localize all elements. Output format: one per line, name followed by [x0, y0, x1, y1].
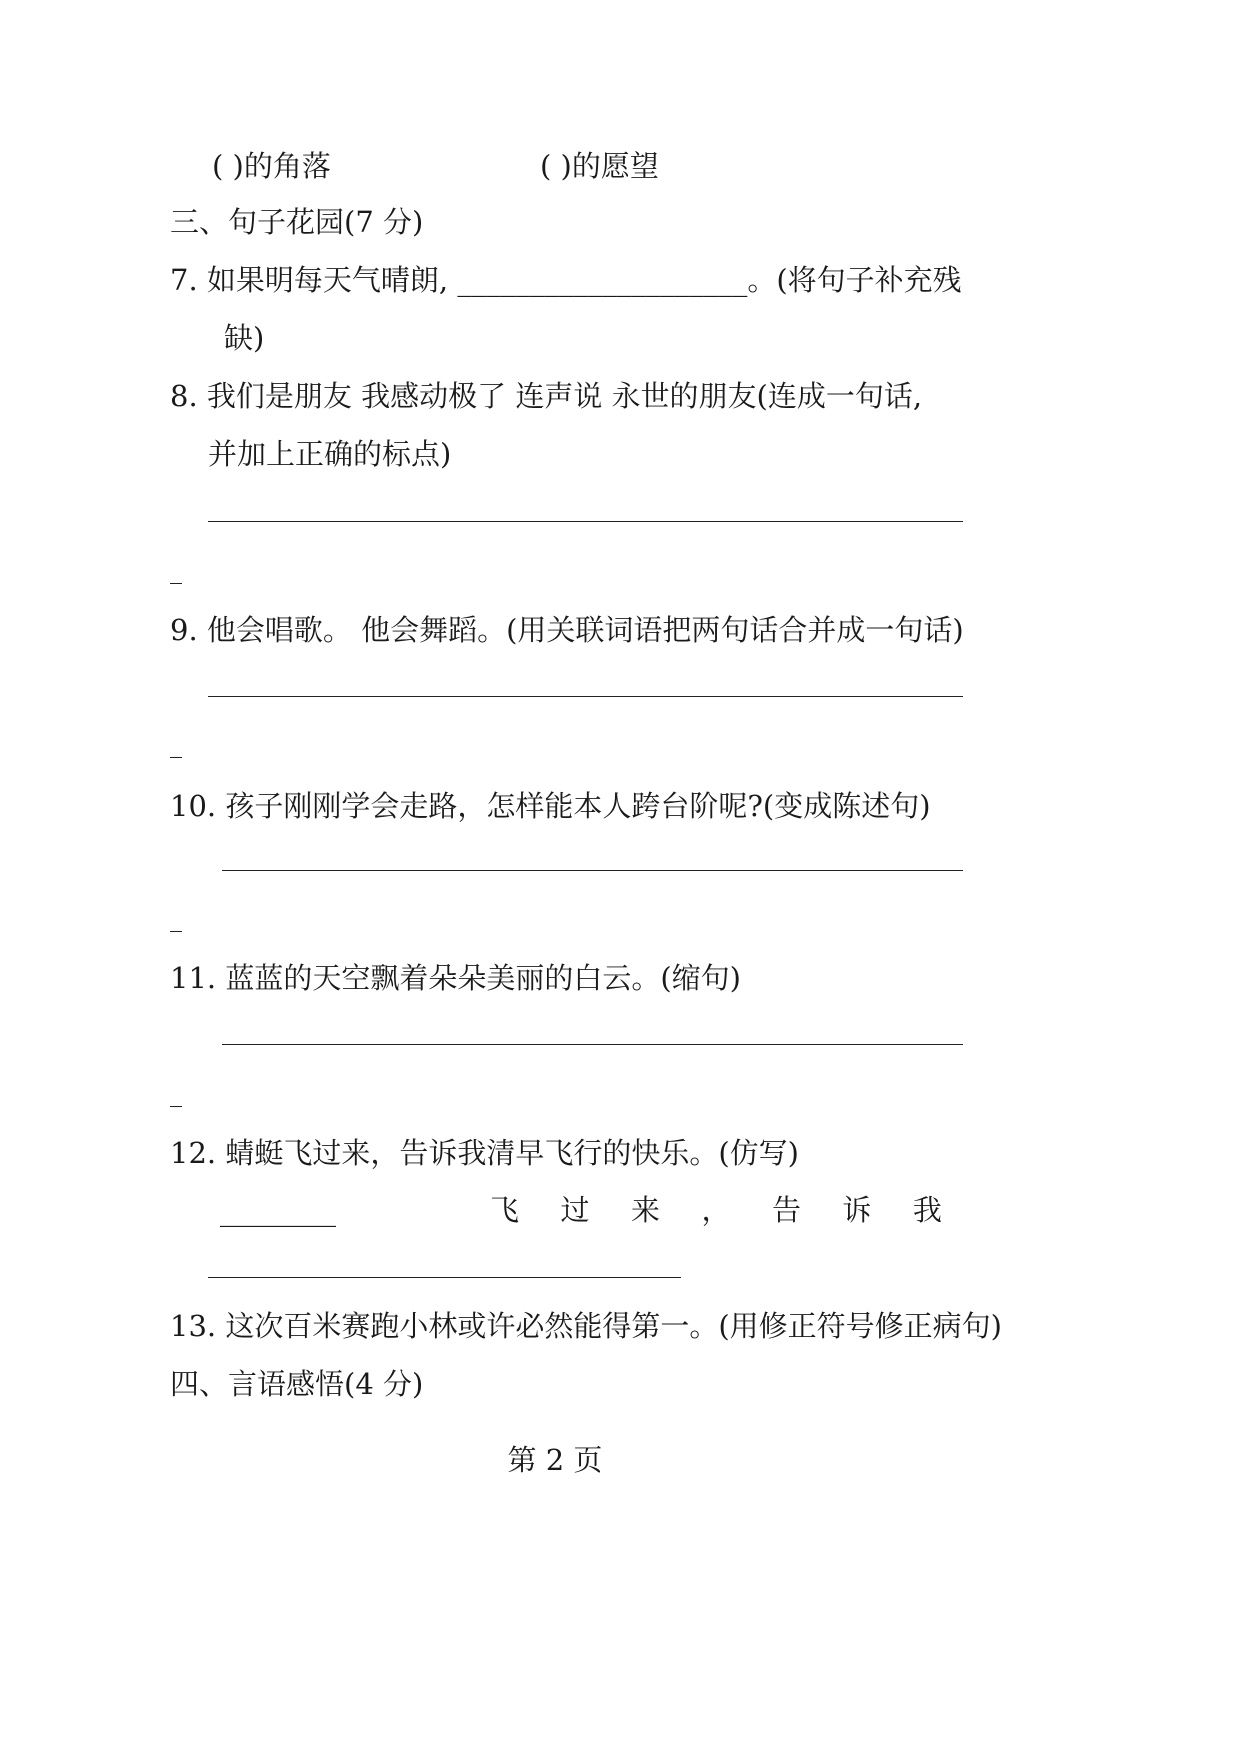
blank-wish: ( )的愿望	[540, 149, 659, 183]
question-13: 13. 这次百米赛跑小林或许必然能得第一。(用修正符号修正病句)	[170, 1309, 1002, 1343]
char-comma: ，	[701, 1193, 731, 1227]
answer-line-9[interactable]	[208, 696, 963, 697]
answer-line-10[interactable]	[222, 870, 963, 871]
char-fei: 飞	[490, 1193, 520, 1227]
question-11: 11. 蓝蓝的天空飘着朵朵美丽的白云。(缩句)	[170, 961, 741, 995]
page-number: 第 2 页	[507, 1443, 603, 1477]
answer-line-8[interactable]	[208, 521, 963, 522]
question-10: 10. 孩子刚刚学会走路，怎样能本人跨台阶呢?(变成陈述句)	[170, 789, 931, 823]
char-gao: 告	[771, 1193, 801, 1227]
answer-line-11[interactable]	[222, 1044, 963, 1045]
question-8-cont: 并加上正确的标点)	[208, 437, 452, 471]
imitation-blank-2[interactable]	[208, 1277, 681, 1278]
answer-line-10-tail	[170, 931, 182, 932]
question-7-cont: 缺)	[224, 321, 265, 355]
answer-line-8-tail	[170, 583, 182, 584]
section-4-title: 四、言语感悟(4 分)	[170, 1367, 424, 1401]
char-lai: 来	[630, 1193, 660, 1227]
question-9: 9. 他会唱歌。 他会舞蹈。(用关联词语把两句话合并成一句话)	[170, 613, 964, 647]
char-su: 诉	[842, 1193, 872, 1227]
imitation-sentence-chars	[490, 1190, 942, 1230]
answer-line-9-tail	[170, 757, 182, 758]
answer-line-11-tail	[170, 1106, 182, 1107]
question-12: 12. 蜻蜓飞过来，告诉我清早飞行的快乐。(仿写)	[170, 1136, 799, 1170]
char-wo: 我	[912, 1193, 942, 1227]
question-7: 7. 如果明每天气晴朗, ____________________。(将句子补充残	[170, 263, 962, 297]
char-guo: 过	[560, 1193, 590, 1227]
blank-corner: ( )的角落	[212, 149, 331, 183]
question-8: 8. 我们是朋友 我感动极了 连声说 永世的朋友(连成一句话,	[170, 379, 923, 413]
imitation-blank-1[interactable]: ________	[220, 1193, 336, 1227]
section-3-title: 三、句子花园(7 分)	[170, 205, 424, 239]
